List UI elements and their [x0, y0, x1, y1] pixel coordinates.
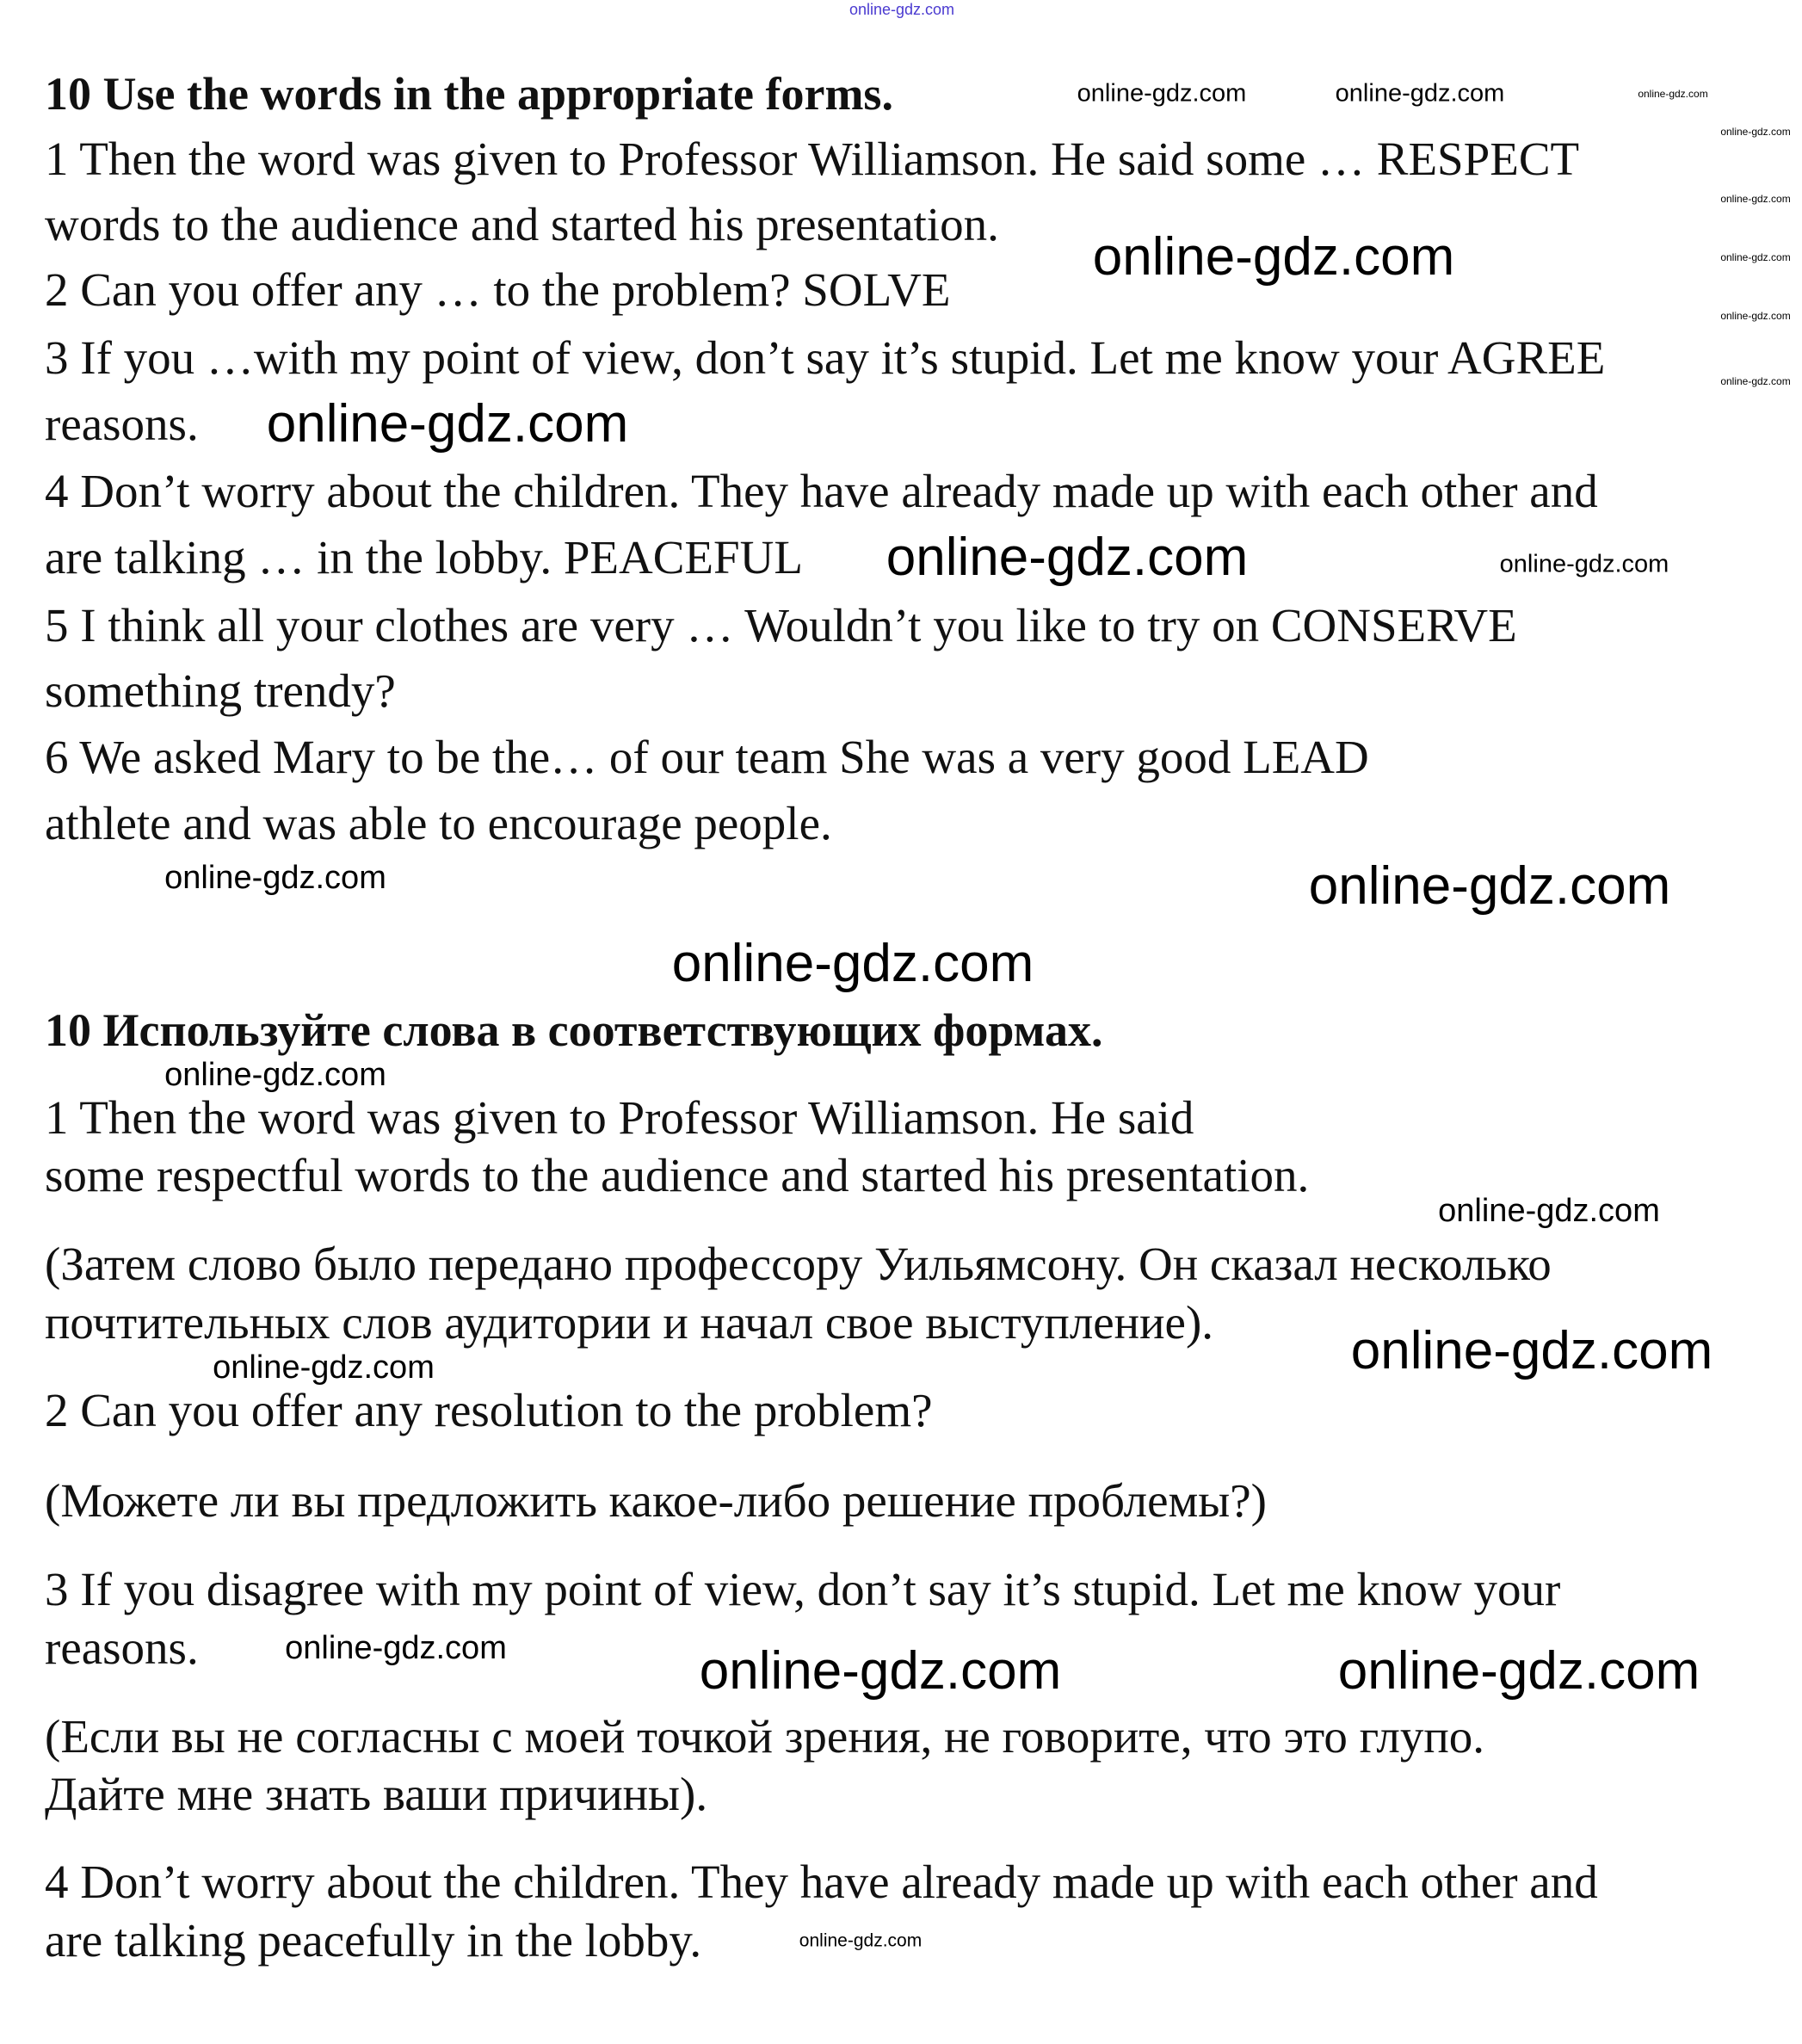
answer-line: 4 Don’t worry about the children. They have already made up with each other and [45, 1856, 1598, 1908]
watermark: online-gdz.com [1335, 79, 1505, 108]
answer-line: some respectful words to the audience and started his presentation. [45, 1149, 1310, 1201]
watermark: online-gdz.com [1720, 193, 1791, 205]
watermark: online-gdz.com [1092, 227, 1455, 287]
watermark: online-gdz.com [886, 528, 1249, 587]
exercise-title: 10 Use the words in the appropriate forms. [45, 68, 893, 120]
exercise-line: 6 We asked Mary to be the… of our team She was a very good LEAD [45, 731, 1369, 783]
answer-translation: (Если вы не согласны с моей точкой зрения, не говорите, что это глупо. [45, 1710, 1485, 1763]
watermark: online-gdz.com [1720, 126, 1791, 138]
answer-translation: (Затем слово было передано профессору Уильямсону. Он сказал несколько [45, 1238, 1552, 1290]
answer-line: 1 Then the word was given to Professor Williamson. He said [45, 1091, 1194, 1144]
answers-title: 10 Используйте слова в соответствующих формах. [45, 1004, 1103, 1056]
watermark: online-gdz.com [799, 1930, 923, 1951]
exercise-line: 3 If you …with my point of view, don’t say it’s stupid. Let me know your AGREE [45, 331, 1606, 384]
watermark: online-gdz.com [1438, 1193, 1660, 1229]
answer-line: 2 Can you offer any resolution to the problem? [45, 1384, 933, 1436]
answer-line: reasons. [45, 1621, 199, 1674]
watermark: online-gdz.com [1720, 310, 1791, 322]
exercise-line: words to the audience and started his presentation. [45, 198, 999, 250]
answer-translation: (Можете ли вы предложить какое-либо решение проблемы?) [45, 1474, 1267, 1527]
watermark: online-gdz.com [266, 394, 629, 454]
watermark: online-gdz.com [164, 860, 386, 896]
answer-translation: Дайте мне знать ваши причины). [45, 1768, 708, 1820]
watermark: online-gdz.com [164, 1057, 386, 1093]
watermark: online-gdz.com [1499, 550, 1669, 578]
exercise-line: athlete and was able to encourage people. [45, 797, 832, 849]
exercise-line: are talking … in the lobby. PEACEFUL [45, 531, 803, 584]
answer-line: 3 If you disagree with my point of view, don’t say it’s stupid. Let me know your [45, 1563, 1561, 1615]
watermark: online-gdz.com [1350, 1321, 1713, 1380]
exercise-line: 4 Don’t worry about the children. They have already made up with each other and [45, 465, 1598, 517]
answer-line: are talking peacefully in the lobby. [45, 1914, 702, 1967]
watermark: online-gdz.com [1337, 1641, 1700, 1701]
watermark: online-gdz.com [1308, 856, 1671, 916]
watermark: online-gdz.com [699, 1641, 1062, 1701]
exercise-line: 5 I think all your clothes are very … Wouldn’t you like to try on CONSERVE [45, 599, 1517, 651]
answer-translation: почтительных слов аудитории и начал свое выступление). [45, 1296, 1214, 1349]
watermark-top: online-gdz.com [849, 1, 955, 18]
watermark: online-gdz.com [1720, 251, 1791, 263]
watermark: online-gdz.com [671, 934, 1034, 993]
exercise-line: 1 Then the word was given to Professor Williamson. He said some … RESPECT [45, 133, 1580, 185]
exercise-line: reasons. [45, 398, 199, 450]
exercise-line: something trendy? [45, 664, 396, 717]
exercise-line: 2 Can you offer any … to the problem? SOLVE [45, 263, 951, 316]
watermark: online-gdz.com [1720, 375, 1791, 387]
watermark: online-gdz.com [213, 1349, 435, 1386]
watermark: online-gdz.com [1077, 79, 1247, 108]
watermark: online-gdz.com [285, 1630, 507, 1666]
watermark: online-gdz.com [1638, 88, 1708, 100]
